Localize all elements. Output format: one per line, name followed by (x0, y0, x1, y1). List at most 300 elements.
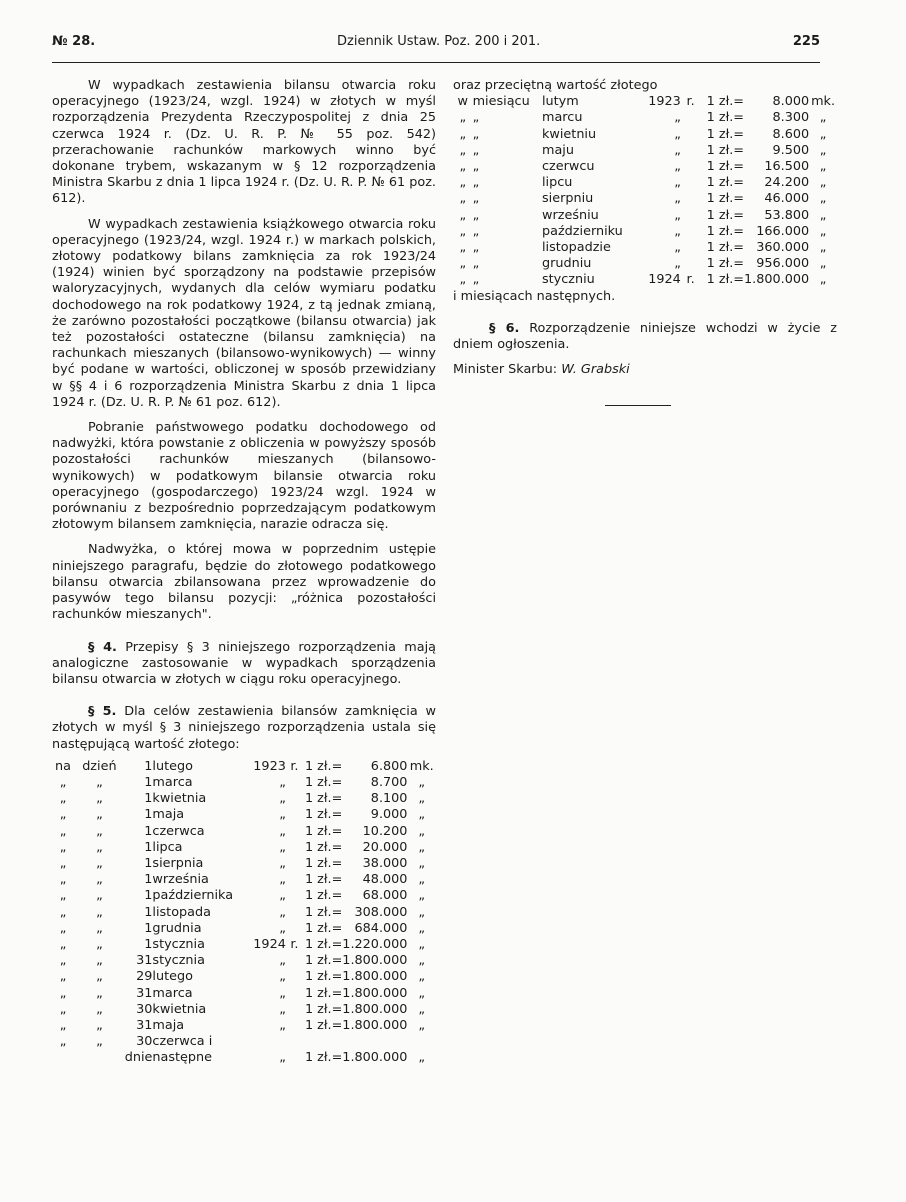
rate-row-cell-e (303, 1034, 342, 1050)
rate-row-cell-d: 1 (144, 920, 153, 936)
average-row-cell-u: „ (819, 207, 827, 223)
rate-row-cell-y: „ (279, 872, 286, 888)
average-row-cell-b: miesiącu (472, 94, 530, 110)
rate-row (52, 986, 436, 1002)
average-row-cell-y: „ (674, 159, 681, 175)
rate-row-cell-e: 1 zł.= (304, 1017, 343, 1033)
average-row-cell-e: 1 zł.= (706, 126, 744, 142)
minister-name: W. Grabski (561, 362, 630, 378)
average-row-cell-a: „ (459, 142, 467, 158)
rate-row-cell-v: 1.800.000 (342, 1001, 408, 1017)
average-row-cell-y: „ (674, 126, 681, 142)
rate-row-cell-u: „ (418, 985, 426, 1001)
rate-row-cell-u: „ (418, 953, 426, 969)
rate-row-cell-y: „ (279, 1017, 286, 1033)
rate-row-cell-r (286, 1002, 303, 1018)
average-row-cell-r (681, 175, 700, 191)
paragraph-2: W wypadkach zestawienia książkowego otwarcia roku operacyjnego (1923/24, wzgl. 1924 r.) w markach polskich, złotowy podatkowy bilans zamknięcia za rok 1923/24 (1924) winien być sporządzony na podstawie przepisów waloryzacyjnych, wydanych dla celów wymiaru podatku dochodowego na rok podatkowy 1924, z tą jednak zmianą, że zarówno pozostałości początkowe (bilansu otwarcia) jak też pozostałości ostateczne (bilansu zamknięcia) na rachunkach mieszanych (bilansowo-wynikowych) — winny być podane w wartości, obliczonej w sposób przewidziany w §§ 4 i 6 rozporządzenia Ministra Skarbu z dnia 1 lipca 1924 r. (Dz. U. R. P. № 61 poz. 612). (52, 216, 436, 410)
rate-row (52, 872, 436, 888)
rate-row-cell-d: 1 (144, 872, 153, 888)
rate-row-cell-d: 1 (144, 774, 153, 790)
rate-row (52, 1050, 436, 1066)
rate-row-cell-y: „ (279, 855, 286, 871)
rate-row-cell-m: października (152, 888, 234, 904)
rate-row-cell-a: „ (59, 774, 67, 790)
average-row-cell-y: „ (674, 142, 681, 158)
average-row-cell-y: 1924 (648, 272, 681, 288)
rate-row-cell-u: „ (418, 774, 426, 790)
rate-row-cell-y: „ (279, 969, 286, 985)
rate-row-cell-a: „ (59, 888, 67, 904)
rate-row-cell-r (286, 888, 303, 904)
rate-row-cell-y: „ (279, 888, 286, 904)
rate-row-cell-y: „ (279, 920, 286, 936)
average-row-cell-e: 1 zł.= (706, 94, 744, 110)
rate-row-cell-b: „ (96, 936, 103, 952)
rate-row-cell-e: 1 zł.= (304, 936, 343, 952)
rate-row-cell-d: 1 (144, 839, 153, 855)
average-row-cell-e: 1 zł.= (706, 142, 744, 158)
average-row-cell-a: „ (459, 256, 467, 272)
rate-row-cell-e: 1 zł.= (304, 1001, 343, 1017)
rate-row (52, 1034, 436, 1050)
rate-row-cell-e: 1 zł.= (304, 904, 343, 920)
average-row (453, 191, 837, 207)
average-row-cell-b: „ (472, 256, 480, 272)
rate-row-cell-d: 29 (136, 969, 153, 985)
average-row-cell-y: „ (674, 223, 681, 239)
average-row-cell-u: „ (819, 240, 827, 256)
rate-row-cell-y: „ (279, 823, 286, 839)
rate-row-cell-a: „ (59, 904, 67, 920)
average-row-cell-a: „ (459, 223, 467, 239)
rate-row-cell-a: „ (59, 1034, 67, 1050)
rate-row-cell-v: 1.800.000 (342, 985, 408, 1001)
average-row-cell-r: r. (686, 272, 695, 288)
rate-row-cell-r (286, 986, 303, 1002)
rate-row (52, 824, 436, 840)
rate-row-cell-r: r. (290, 758, 299, 774)
rate-row-cell-b: „ (96, 1001, 103, 1017)
rate-row-cell-m: lipca (152, 839, 183, 855)
average-row-cell-v: 8.000 (772, 94, 810, 110)
average-row-cell-m: styczniu (542, 272, 595, 288)
average-row-cell-r (681, 143, 700, 159)
page-header (52, 34, 820, 56)
rate-row-cell-v: 48.000 (362, 872, 408, 888)
average-tail: i miesiącach następnych. (453, 288, 616, 304)
average-row-cell-m: kwietniu (542, 126, 597, 142)
rate-row-cell-r: r. (290, 936, 299, 952)
rate-row (52, 969, 436, 985)
rate-row-cell-a: „ (59, 1017, 67, 1033)
rate-row-cell-b: „ (96, 1034, 103, 1050)
minister-label: Minister Skarbu: (453, 362, 558, 378)
average-row-cell-r (681, 159, 700, 175)
section-5-label: § 5. (88, 704, 117, 720)
page-number: 225 (792, 34, 820, 49)
rate-row-cell-r (286, 856, 303, 872)
average-row-cell-y: „ (674, 191, 681, 207)
rate-row-cell-e: 1 zł.= (304, 758, 343, 774)
average-row-cell-r (681, 240, 700, 256)
signature (453, 362, 837, 378)
average-row-cell-a: „ (459, 126, 467, 142)
average-row-cell-b: „ (472, 126, 480, 142)
average-row-cell-b: „ (472, 223, 480, 239)
average-row-cell-m: maju (542, 142, 574, 158)
rate-row-cell-r (286, 840, 303, 856)
average-row-cell-u: „ (819, 126, 827, 142)
average-row (453, 224, 837, 240)
header-rule (52, 62, 820, 63)
average-row (453, 175, 837, 191)
average-row-cell-u: „ (819, 223, 827, 239)
average-row-cell-m: grudniu (542, 256, 592, 272)
average-row-cell-b: „ (472, 272, 480, 288)
average-row (453, 256, 837, 272)
average-row-cell-b: „ (472, 142, 480, 158)
section-5 (52, 704, 436, 753)
average-row-cell-b: „ (472, 240, 480, 256)
average-row-cell-m: marcu (542, 110, 583, 126)
average-row-cell-e: 1 zł.= (706, 175, 744, 191)
rate-row-cell-b: dzień (82, 758, 117, 774)
rate-row-cell-r (286, 1018, 303, 1034)
average-row-cell-r (681, 191, 700, 207)
average-row-cell-m: październiku (542, 223, 623, 239)
rate-row-cell-d: 31 (136, 985, 153, 1001)
rate-row-cell-m: marca (152, 774, 193, 790)
rate-row-cell-a: „ (59, 1001, 67, 1017)
rate-row-cell-u: „ (418, 936, 426, 952)
average-row-cell-a: „ (459, 175, 467, 191)
average-row-cell-m: listopadzie (542, 240, 611, 256)
average-row-cell-m: lipcu (542, 175, 573, 191)
rate-row-cell-e: 1 zł.= (304, 969, 343, 985)
rate-row-cell-b: „ (96, 839, 103, 855)
rate-row-cell-u: „ (418, 1001, 426, 1017)
rate-row-cell-b: „ (96, 969, 103, 985)
average-row (453, 143, 837, 159)
rate-row-cell-v: 8.100 (370, 791, 408, 807)
rate-row-cell-d: 1 (144, 791, 153, 807)
average-row (453, 272, 837, 288)
rate-row-cell-y: „ (279, 1050, 286, 1066)
rate-row-cell-a: „ (59, 823, 67, 839)
rate-row-cell-b: „ (96, 807, 103, 823)
average-intro: oraz przeciętną wartość złotego (453, 78, 658, 93)
rate-row-cell-d: 1 (144, 807, 153, 823)
average-row-cell-y: „ (674, 207, 681, 223)
rate-row-cell-y: „ (279, 904, 286, 920)
rate-row-cell-u: „ (418, 872, 426, 888)
average-row-cell-r (681, 127, 700, 143)
average-row-cell-u: „ (819, 191, 827, 207)
average-row-cell-b: „ (472, 159, 480, 175)
section-6-label: § 6. (489, 320, 520, 336)
average-row-cell-e: 1 zł.= (706, 272, 744, 288)
rate-row-cell-u: „ (418, 904, 426, 920)
rate-row-cell-y: 1924 (253, 936, 286, 952)
rate-row-cell-m: maja (152, 807, 185, 823)
rate-row-cell-u: „ (418, 888, 426, 904)
rate-row-cell-y: „ (279, 791, 286, 807)
rate-row-cell-r (286, 775, 303, 791)
rate-table (52, 759, 436, 1067)
closing-rule (605, 405, 671, 406)
rate-row-cell-r (286, 905, 303, 921)
rate-row-cell-b: „ (96, 1017, 103, 1033)
average-row-cell-b: „ (472, 175, 480, 191)
rate-row-cell-b: „ (96, 872, 103, 888)
average-row-cell-b: „ (472, 191, 480, 207)
journal-title: Dziennik Ustaw. Poz. 200 i 201. (337, 34, 541, 49)
rate-row-cell-b: „ (96, 888, 103, 904)
average-row-cell-u: mk. (811, 94, 836, 110)
rate-row-cell-d: dnie (124, 1050, 153, 1066)
rate-row (52, 1018, 436, 1034)
average-row-cell-a: w (457, 94, 469, 110)
rate-row-cell-v (342, 1034, 407, 1050)
rate-row-cell-a (52, 1050, 74, 1066)
average-row-cell-r: r. (686, 94, 695, 110)
rate-row-cell-b: „ (96, 791, 103, 807)
average-row-cell-y: „ (674, 110, 681, 126)
rate-row-cell-a: „ (59, 953, 67, 969)
rate-row-cell-m: maja (152, 1017, 185, 1033)
rate-row-cell-d: 1 (144, 904, 153, 920)
rate-row-cell-d: 31 (136, 953, 153, 969)
rate-row-cell-v: 308.000 (354, 904, 408, 920)
section-6 (453, 321, 837, 353)
section-4-label: § 4. (88, 639, 117, 655)
rate-row-cell-a: „ (59, 791, 67, 807)
rate-row (52, 775, 436, 791)
rate-row-cell-e: 1 zł.= (304, 823, 343, 839)
rate-row-cell-v: 1.800.000 (342, 953, 408, 969)
rate-row-cell-r (286, 1050, 303, 1066)
rate-row-cell-y: „ (279, 1001, 286, 1017)
rate-row-cell-b: „ (96, 985, 103, 1001)
rate-row (52, 791, 436, 807)
rate-row-cell-y: „ (279, 839, 286, 855)
rate-row-cell-y: 1923 (253, 758, 286, 774)
average-row-cell-a: „ (459, 207, 467, 223)
average-row (453, 208, 837, 224)
rate-row-cell-y: „ (279, 774, 286, 790)
rate-row-cell-r (286, 1034, 303, 1050)
average-row-cell-m: wrześniu (542, 207, 599, 223)
average-row-cell-r (681, 224, 700, 240)
rate-row-cell-a: „ (59, 807, 67, 823)
rate-row-cell-r (286, 791, 303, 807)
rate-row-cell-m: marca (152, 985, 193, 1001)
issue-number: № 28. (52, 34, 96, 49)
average-row-cell-m: sierpniu (542, 191, 594, 207)
rate-row-cell-e: 1 zł.= (304, 807, 343, 823)
rate-row-cell-d: 1 (144, 758, 153, 774)
average-row-cell-u: „ (819, 110, 827, 126)
rate-row-cell-m: stycznia (152, 936, 205, 952)
rate-row-cell-r (286, 872, 303, 888)
rate-row-cell-y (251, 1034, 286, 1050)
average-row-cell-r (681, 256, 700, 272)
rate-row-cell-v: 684.000 (354, 920, 408, 936)
average-row-cell-e: 1 zł.= (706, 240, 744, 256)
average-row-cell-v: 16.500 (764, 159, 810, 175)
average-row-cell-v: 53.800 (764, 207, 810, 223)
rate-row (52, 921, 436, 937)
rate-row-cell-u: „ (418, 807, 426, 823)
rate-row (52, 807, 436, 823)
average-row (453, 240, 837, 256)
average-row (453, 94, 837, 110)
average-row-cell-b: „ (472, 207, 480, 223)
average-row-cell-a: „ (459, 191, 467, 207)
rate-row-cell-v: 1.800.000 (342, 1050, 408, 1066)
section-5-text: Dla celów zestawienia bilansów zamknięcia w złotych w myśl § 3 niniejszego rozporządzenia ustala się następującą wartość złotego: (52, 704, 436, 752)
rate-row-cell-y: „ (279, 807, 286, 823)
rate-row-cell-m: następne (152, 1050, 213, 1066)
rate-row-cell-b: „ (96, 904, 103, 920)
rate-row-cell-a: „ (59, 969, 67, 985)
rate-row-cell-v: 1.800.000 (342, 969, 408, 985)
rate-row-cell-u: „ (418, 791, 426, 807)
rate-row-cell-v: 6.800 (370, 758, 408, 774)
rate-row (52, 840, 436, 856)
rate-row-cell-a: „ (59, 985, 67, 1001)
paragraph-1: W wypadkach zestawienia bilansu otwarcia roku operacyjnego (1923/24, wzgl. 1924) w złotych w myśl rozporządzenia Prezydenta Rzeczypospolitej z dnia 25 czerwca 1924 r. (Dz. U. R. P. № 55 poz. 542) przerachowanie rachunków markowych winno być dokonane trybem, wskazanym w § 12 rozporządzenia Ministra Skarbu z dnia 1 lipca 1924 r. (Dz. U. R. P. № 61 poz. 612). (52, 78, 436, 207)
average-row-cell-e: 1 zł.= (706, 256, 744, 272)
rate-row-cell-b (74, 1050, 125, 1066)
average-row-cell-a: „ (459, 272, 467, 288)
rate-row-cell-e: 1 zł.= (304, 839, 343, 855)
rate-row-cell-e: 1 zł.= (304, 791, 343, 807)
rate-row-cell-d: 1 (144, 855, 153, 871)
rate-row-cell-b: „ (96, 920, 103, 936)
average-row (453, 110, 837, 126)
rate-row-cell-d: 31 (136, 1017, 153, 1033)
rate-row-cell-b: „ (96, 855, 103, 871)
average-row-cell-e: 1 zł.= (706, 159, 744, 175)
average-row-cell-u: „ (819, 159, 827, 175)
average-row-cell-v: 166.000 (756, 223, 810, 239)
average-row-cell-a: „ (459, 159, 467, 175)
rate-row-cell-y: „ (279, 953, 286, 969)
rate-row-cell-r (286, 824, 303, 840)
rate-row-cell-m: czerwca (152, 823, 205, 839)
rate-row-cell-e: 1 zł.= (304, 855, 343, 871)
average-row-cell-m: czerwcu (542, 159, 595, 175)
rate-row-cell-e: 1 zł.= (304, 1050, 343, 1066)
average-row-cell-b: „ (472, 110, 480, 126)
rate-row-cell-b: „ (96, 823, 103, 839)
rate-row-cell-a: „ (59, 936, 67, 952)
average-row-cell-e: 1 zł.= (706, 110, 744, 126)
average-row-cell-v: 360.000 (756, 240, 810, 256)
average-row-cell-e: 1 zł.= (706, 207, 744, 223)
rate-row (52, 937, 436, 953)
average-row-cell-y: „ (674, 175, 681, 191)
average-row-cell-y: „ (674, 240, 681, 256)
average-row-cell-e: 1 zł.= (706, 223, 744, 239)
rate-row (52, 759, 436, 775)
rate-row-cell-r (286, 921, 303, 937)
rate-row-cell-e: 1 zł.= (304, 888, 343, 904)
average-row-cell-v: 956.000 (756, 256, 810, 272)
rate-row-cell-u: „ (418, 1017, 426, 1033)
average-row-cell-u: „ (819, 142, 827, 158)
average-row-cell-u: „ (819, 256, 827, 272)
average-row-cell-v: 9.500 (772, 142, 810, 158)
rate-row-cell-m: listopada (152, 904, 211, 920)
rate-row-cell-e: 1 zł.= (304, 920, 343, 936)
rate-row (52, 888, 436, 904)
rate-row-cell-u: „ (418, 1050, 426, 1066)
average-row-cell-v: 24.200 (764, 175, 810, 191)
rate-row-cell-v: 20.000 (362, 839, 408, 855)
rate-row-cell-y: „ (279, 985, 286, 1001)
rate-row-cell-v: 8.700 (370, 774, 408, 790)
average-row-cell-m: lutym (542, 94, 579, 110)
rate-row-cell-d: 30 (136, 1001, 153, 1017)
rate-row-cell-d: 30 (136, 1034, 153, 1050)
rate-row-cell-e: 1 zł.= (304, 985, 343, 1001)
section-4 (52, 640, 436, 689)
rate-row-cell-v: 38.000 (362, 855, 408, 871)
rate-row-cell-d: 1 (144, 936, 153, 952)
average-row (453, 127, 837, 143)
average-row-cell-v: 46.000 (764, 191, 810, 207)
rate-row-cell-m: sierpnia (152, 855, 204, 871)
rate-row-cell-m: stycznia (152, 953, 205, 969)
average-row-cell-y: 1923 (648, 94, 681, 110)
rate-row-cell-d: 1 (144, 888, 153, 904)
rate-row-cell-e: 1 zł.= (304, 953, 343, 969)
paragraph-3: Pobranie państwowego podatku dochodowego od nadwyżki, która powstanie z obliczenia w powyższy sposób pozostałości rachunków mieszanych (bilansowo-wynikowych) w podatkowym bilansie otwarcia roku operacyjnego (gospodarczego) 1923/24 wzgl. 1924 w porównaniu z bezpośrednio poprzedzającym podatkowym złotowym bilansem zamknięcia, narazie odracza się. (52, 420, 436, 533)
rate-row-cell-u: „ (418, 823, 426, 839)
rate-row-cell-u: „ (418, 855, 426, 871)
section-6-text: Rozporządzenie niniejsze wchodzi w życie z dniem ogłoszenia. (453, 320, 837, 353)
rate-row (52, 1002, 436, 1018)
rate-row-cell-r (286, 953, 303, 969)
average-row-cell-a: „ (459, 240, 467, 256)
average-row-cell-v: 8.300 (772, 110, 810, 126)
rate-row-cell-e: 1 zł.= (304, 872, 343, 888)
rate-row-cell-m: kwietnia (152, 791, 207, 807)
rate-row-cell-a: „ (59, 920, 67, 936)
right-column (453, 78, 837, 378)
rate-row-cell-r (286, 969, 303, 985)
rate-row-cell-m: września (152, 872, 209, 888)
rate-row-cell-m: lutego (152, 969, 193, 985)
rate-row-cell-v: 9.000 (370, 807, 408, 823)
rate-row-cell-r (286, 807, 303, 823)
rate-row-cell-v: 1.800.000 (342, 1017, 408, 1033)
rate-row-cell-v: 1.220.000 (342, 936, 408, 952)
rate-row-cell-v: 10.200 (362, 823, 408, 839)
rate-row-cell-b: „ (96, 774, 103, 790)
average-row-cell-r (681, 208, 700, 224)
average-row-cell-e: 1 zł.= (706, 191, 744, 207)
rate-row-cell-u: mk. (409, 758, 434, 774)
rate-row-cell-a: „ (59, 839, 67, 855)
average-row-cell-v: 8.600 (772, 126, 810, 142)
rate-row-cell-a: „ (59, 872, 67, 888)
rate-row-cell-u: „ (418, 969, 426, 985)
rate-row-cell-b: „ (96, 953, 103, 969)
